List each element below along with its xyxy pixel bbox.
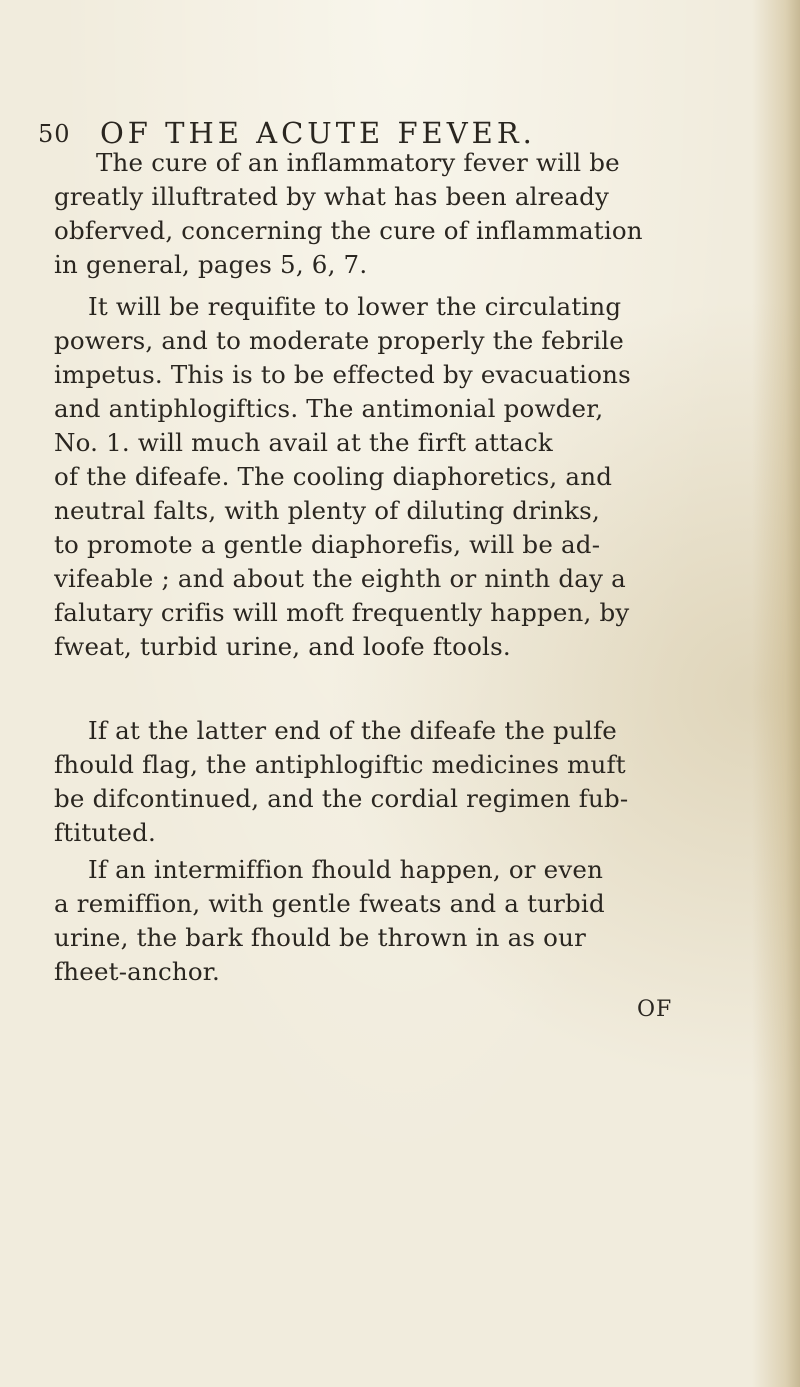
text-line: fhould flag, the antiphlogiftic medicines muft — [54, 750, 626, 779]
text-line: falutary crifis will moft frequently happen, by — [54, 598, 630, 627]
text-line: vifeable ; and about the eighth or ninth day a — [54, 564, 626, 593]
text-line: fweat, turbid urine, and loofe ftools. — [54, 632, 511, 661]
text-line: ftituted. — [54, 818, 156, 847]
page-number: 50 — [38, 120, 71, 148]
text-line: of the difeafe. The cooling diaphoretics, and — [54, 462, 613, 491]
text-line: powers, and to moderate properly the febrile — [54, 326, 624, 355]
text-line: in general, pages 5, 6, 7. — [54, 250, 368, 279]
text-line: If an intermiffion fhould happen, or even — [88, 855, 604, 884]
text-line: neutral falts, with plenty of diluting drinks, — [54, 496, 600, 525]
text-line: greatly illuftrated by what has been already — [54, 182, 610, 211]
paragraph-2 — [54, 290, 734, 664]
text-line: and antiphlogiftics. The antimonial powder, — [54, 394, 604, 423]
running-title: OF THE ACUTE FEVER. — [100, 116, 536, 150]
page-edge-shadow — [752, 0, 800, 1387]
catchword: OF — [637, 997, 673, 1022]
text-line: a remiffion, with gentle fweats and a turbid — [54, 889, 605, 918]
text-line: The cure of an inflammatory fever will be — [96, 148, 620, 177]
text-line: obferved, concerning the cure of inflammation — [54, 216, 643, 245]
text-line: fheet-anchor. — [54, 957, 221, 986]
text-line: If at the latter end of the difeafe the pulfe — [88, 716, 617, 745]
paragraph-1 — [54, 146, 736, 282]
text-line: to promote a gentle diaphorefis, will be ad- — [54, 530, 601, 559]
text-line: It will be requifite to lower the circulating — [88, 292, 622, 321]
text-line: urine, the bark fhould be thrown in as our — [54, 923, 587, 952]
paragraph-3 — [54, 714, 734, 850]
text-line: impetus. This is to be effected by evacuations — [54, 360, 631, 389]
text-line: No. 1. will much avail at the firft attack — [54, 428, 553, 457]
paragraph-4 — [54, 853, 734, 989]
text-line: be difcontinued, and the cordial regimen fub- — [54, 784, 629, 813]
